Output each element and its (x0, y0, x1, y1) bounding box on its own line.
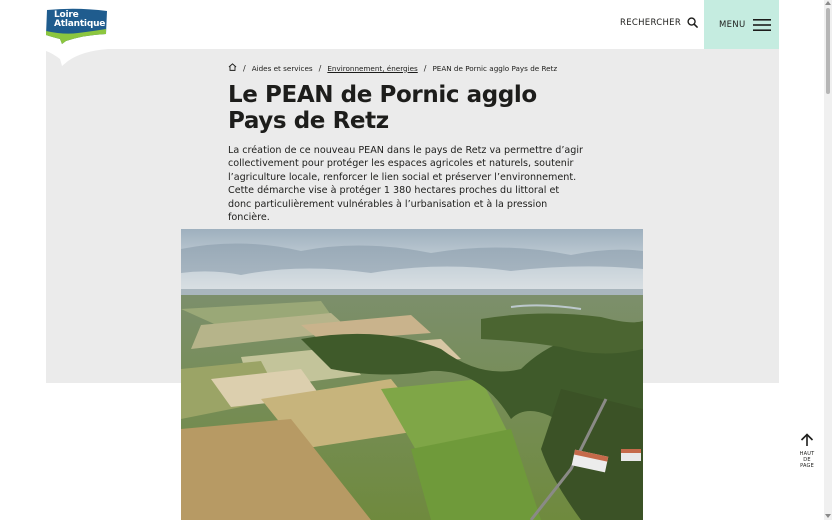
back-to-top-button[interactable] (796, 432, 818, 469)
site-header (0, 0, 824, 49)
breadcrumb (228, 63, 557, 73)
logo-line-2: Atlantique (54, 19, 106, 29)
scroll-up-arrow-icon[interactable] (825, 1, 831, 5)
scrollbar-thumb[interactable] (826, 8, 830, 94)
arrow-up-icon (800, 433, 814, 447)
breadcrumb-separator: / (423, 63, 427, 73)
site-logo[interactable] (44, 8, 110, 44)
breadcrumb-environnement-energies[interactable]: Environnement, énergies (327, 63, 418, 73)
menu-label: MENU (719, 19, 746, 30)
breadcrumb-aides-et-services[interactable]: Aides et services (251, 63, 313, 73)
back-to-top-label-3: PAGE (800, 463, 814, 469)
search-label: RECHERCHER (620, 17, 682, 28)
hero-image (181, 229, 643, 520)
logo-text (54, 11, 105, 29)
menu-button[interactable] (704, 0, 779, 49)
back-to-top-label-1: HAUT (799, 451, 815, 457)
breadcrumb-separator: / (318, 63, 322, 73)
hamburger-icon (753, 19, 771, 31)
vertical-scrollbar[interactable] (824, 0, 832, 520)
breadcrumb-home[interactable] (228, 63, 237, 73)
home-icon (228, 63, 237, 71)
page-title: Le PEAN de Pornic agglo Pays de Retz (228, 82, 537, 134)
breadcrumb-current: PEAN de Pornic agglo Pays de Retz (432, 63, 558, 73)
logo-line-1: Loire (54, 10, 79, 20)
back-to-top-label-2: DE (803, 457, 811, 463)
scroll-down-arrow-icon[interactable] (825, 514, 831, 518)
breadcrumb-separator: / (243, 63, 246, 73)
search-button[interactable] (620, 17, 698, 28)
search-icon (687, 17, 698, 28)
intro-paragraph: La création de ce nouveau PEAN dans le pays de Retz va permettre d’agir collectivement pour protéger les espaces agricoles et naturels, soutenir l’agriculture locale, renforcer le lien social et préserver l’environnement. Cette démarche vise à protéger 1 380 hectares proches du littoral et donc particulièrement vulnérables à l’urbanisation et à la pression foncière. (228, 145, 583, 224)
logo-notch-shape (46, 49, 108, 67)
aerial-landscape-image (181, 229, 643, 520)
